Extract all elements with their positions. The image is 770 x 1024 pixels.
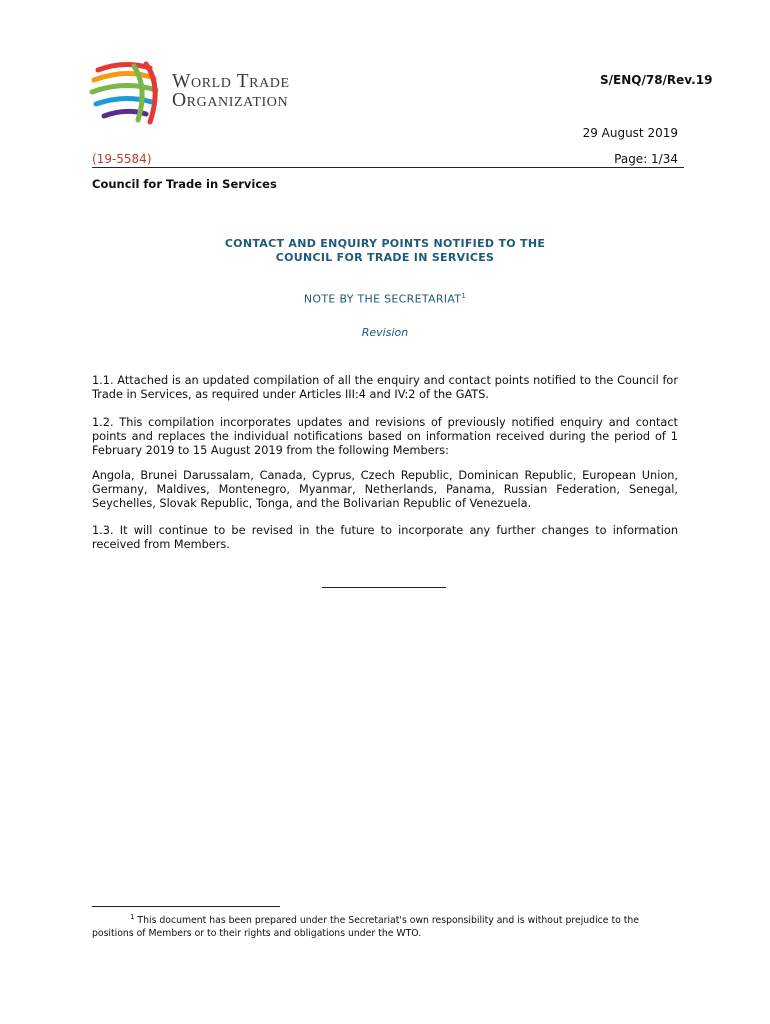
title-line2: COUNCIL FOR TRADE IN SERVICES — [275, 251, 495, 264]
document-symbol: S/ENQ/78/Rev.19 — [600, 73, 713, 87]
org-name-line1: World Trade — [172, 71, 290, 92]
document-date: 29 August 2019 — [582, 126, 678, 140]
header-divider — [92, 167, 684, 168]
members-list: Angola, Brunei Darussalam, Canada, Cyprus, Czech Republic, Dominican Republic, European Union, Germany, Maldives, Montenegro, Myanmar, Netherlands, Panama, Russian Federation, Senegal, Seychelles, Slovak Republic, Tonga, and the Bolivarian Republic of Venezuela. — [92, 469, 678, 510]
wto-emblem-icon — [84, 56, 174, 128]
page-indicator: Page: 1/34 — [614, 152, 678, 166]
end-separator — [322, 587, 446, 588]
council-name: Council for Trade in Services — [92, 177, 277, 191]
org-name — [172, 72, 290, 110]
footnote-divider — [92, 906, 280, 907]
footnote — [92, 911, 678, 940]
revision-label: Revision — [361, 326, 409, 339]
footnote-number: 1 — [130, 913, 135, 921]
footnote-text: This document has been prepared under the Secretariat's own responsibility and is without prejudice to the positions of Members or to their rights and obligations under the WTO. — [92, 915, 640, 940]
footnote-ref[interactable]: 1 — [461, 292, 467, 300]
paragraph-1-1: 1.1. Attached is an updated compilation of all the enquiry and contact points notified to the Council for Trade in Services, as required under Articles III:4 and IV:2 of the GATS. — [92, 374, 678, 401]
paragraph-1-3: 1.3. It will continue to be revised in the future to incorporate any further changes to information received from Members. — [92, 524, 678, 551]
org-name-line2: Organization — [172, 90, 289, 111]
document-title — [92, 237, 678, 265]
secretariat-note — [92, 292, 678, 306]
paragraph-1-2: 1.2. This compilation incorporates updates and revisions of previously notified enquiry and contact points and replaces the individual notifications based on information received during the period of 1 February 2019 to 15 August 2019 from the following Members: — [92, 416, 678, 457]
title-line1: CONTACT AND ENQUIRY POINTS NOTIFIED TO THE — [224, 237, 546, 250]
document-number: (19-5584) — [92, 152, 152, 166]
note-text: NOTE BY THE SECRETARIAT — [303, 292, 462, 306]
